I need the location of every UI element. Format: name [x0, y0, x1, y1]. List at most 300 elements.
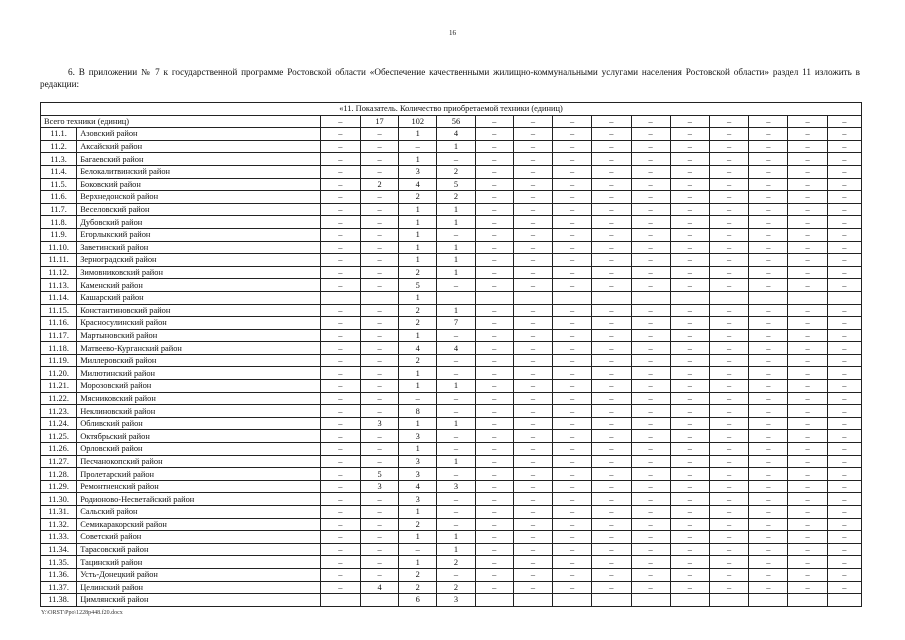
value-cell: 1: [437, 140, 475, 153]
row-number: 11.16.: [41, 317, 77, 330]
value-cell: –: [475, 380, 513, 393]
value-cell: –: [749, 354, 788, 367]
table-row: [41, 455, 862, 468]
value-cell: –: [513, 430, 552, 443]
value-cell: –: [475, 342, 513, 355]
value-cell: –: [320, 329, 360, 342]
value-cell: –: [631, 405, 670, 418]
value-cell: –: [788, 165, 827, 178]
value-cell: –: [670, 279, 709, 292]
value-cell: –: [709, 556, 748, 569]
table-row: [41, 531, 862, 544]
value-cell: –: [749, 506, 788, 519]
value-cell: –: [827, 178, 861, 191]
value-cell: –: [827, 329, 861, 342]
value-cell: –: [360, 367, 398, 380]
value-cell: 2: [437, 165, 475, 178]
value-cell: –: [360, 493, 398, 506]
value-cell: –: [631, 266, 670, 279]
value-cell: –: [513, 191, 552, 204]
value-cell: –: [553, 455, 592, 468]
value-cell: –: [592, 392, 631, 405]
total-value-cell: –: [513, 115, 552, 128]
value-cell: –: [631, 279, 670, 292]
value-cell: –: [360, 543, 398, 556]
value-cell: –: [360, 455, 398, 468]
value-cell: –: [360, 216, 398, 229]
row-number: 11.4.: [41, 165, 77, 178]
table-row: [41, 291, 862, 304]
value-cell: –: [320, 354, 360, 367]
value-cell: 1: [437, 203, 475, 216]
value-cell: –: [553, 140, 592, 153]
value-cell: [670, 291, 709, 304]
table-row: [41, 556, 862, 569]
value-cell: –: [749, 191, 788, 204]
value-cell: –: [320, 228, 360, 241]
district-name: Обливский район: [77, 417, 320, 430]
value-cell: –: [709, 380, 748, 393]
value-cell: –: [709, 266, 748, 279]
value-cell: –: [631, 568, 670, 581]
value-cell: –: [827, 392, 861, 405]
value-cell: 4: [399, 178, 437, 191]
value-cell: 2: [437, 581, 475, 594]
value-cell: –: [827, 480, 861, 493]
value-cell: –: [788, 417, 827, 430]
value-cell: –: [513, 153, 552, 166]
value-cell: –: [553, 430, 592, 443]
value-cell: –: [827, 254, 861, 267]
table-row: [41, 581, 862, 594]
district-name: Зерноградский район: [77, 254, 320, 267]
value-cell: –: [670, 241, 709, 254]
value-cell: 3: [360, 417, 398, 430]
value-cell: –: [360, 518, 398, 531]
value-cell: –: [749, 392, 788, 405]
table-row: [41, 279, 862, 292]
value-cell: 1: [437, 531, 475, 544]
file-path-footer: Y:\ORST\Ppo\1228p448.f20.docx: [41, 610, 123, 616]
table-row: [41, 228, 862, 241]
value-cell: –: [592, 367, 631, 380]
value-cell: –: [631, 518, 670, 531]
value-cell: –: [631, 304, 670, 317]
row-number: 11.32.: [41, 518, 77, 531]
district-name: Тарасовский район: [77, 543, 320, 556]
row-number: 11.3.: [41, 153, 77, 166]
value-cell: [360, 291, 398, 304]
table-row: [41, 165, 862, 178]
value-cell: –: [360, 241, 398, 254]
value-cell: –: [592, 354, 631, 367]
page-number: 16: [449, 29, 456, 37]
value-cell: –: [592, 191, 631, 204]
value-cell: 1: [437, 417, 475, 430]
value-cell: –: [320, 380, 360, 393]
value-cell: –: [475, 128, 513, 141]
value-cell: –: [827, 191, 861, 204]
row-number: 11.18.: [41, 342, 77, 355]
row-number: 11.37.: [41, 581, 77, 594]
value-cell: –: [360, 228, 398, 241]
table-row: [41, 317, 862, 330]
value-cell: 1: [437, 241, 475, 254]
value-cell: –: [749, 165, 788, 178]
value-cell: –: [788, 354, 827, 367]
value-cell: –: [513, 304, 552, 317]
value-cell: –: [788, 480, 827, 493]
value-cell: –: [749, 405, 788, 418]
value-cell: –: [437, 443, 475, 456]
value-cell: –: [670, 165, 709, 178]
value-cell: –: [360, 266, 398, 279]
value-cell: –: [320, 430, 360, 443]
value-cell: –: [827, 506, 861, 519]
district-name: Аксайский район: [77, 140, 320, 153]
value-cell: –: [360, 568, 398, 581]
value-cell: –: [360, 506, 398, 519]
value-cell: [631, 594, 670, 607]
value-cell: –: [709, 153, 748, 166]
district-name: Целинский район: [77, 581, 320, 594]
value-cell: 4: [399, 342, 437, 355]
value-cell: 1: [437, 455, 475, 468]
value-cell: 1: [399, 291, 437, 304]
value-cell: –: [788, 342, 827, 355]
value-cell: –: [827, 493, 861, 506]
value-cell: –: [631, 581, 670, 594]
value-cell: –: [827, 581, 861, 594]
value-cell: –: [513, 203, 552, 216]
value-cell: –: [592, 203, 631, 216]
value-cell: –: [592, 581, 631, 594]
value-cell: –: [631, 380, 670, 393]
value-cell: [788, 291, 827, 304]
value-cell: –: [475, 556, 513, 569]
value-cell: 1: [437, 543, 475, 556]
value-cell: –: [320, 455, 360, 468]
value-cell: –: [437, 392, 475, 405]
value-cell: –: [437, 493, 475, 506]
table-row: [41, 266, 862, 279]
value-cell: –: [631, 178, 670, 191]
value-cell: –: [827, 417, 861, 430]
value-cell: 1: [399, 254, 437, 267]
row-number: 11.13.: [41, 279, 77, 292]
district-name: Усть-Донецкий район: [77, 568, 320, 581]
value-cell: –: [437, 468, 475, 481]
value-cell: –: [592, 443, 631, 456]
value-cell: –: [749, 279, 788, 292]
value-cell: –: [320, 216, 360, 229]
district-name: Цимлянский район: [77, 594, 320, 607]
value-cell: –: [513, 531, 552, 544]
value-cell: –: [553, 392, 592, 405]
intro-paragraph: 6. В приложении № 7 к государственной программе Ростовской области «Обеспечение качественными жилищно-коммунальными услугами населения Ростовской области» раздел 11 изложить в редакции:: [40, 67, 860, 89]
value-cell: –: [631, 228, 670, 241]
value-cell: –: [749, 430, 788, 443]
value-cell: –: [631, 543, 670, 556]
value-cell: –: [670, 317, 709, 330]
value-cell: 3: [399, 455, 437, 468]
value-cell: –: [670, 354, 709, 367]
value-cell: –: [513, 254, 552, 267]
table-row: [41, 241, 862, 254]
value-cell: –: [631, 140, 670, 153]
row-number: 11.29.: [41, 480, 77, 493]
value-cell: –: [320, 178, 360, 191]
value-cell: –: [709, 405, 748, 418]
value-cell: –: [709, 367, 748, 380]
value-cell: –: [437, 279, 475, 292]
value-cell: –: [553, 203, 592, 216]
value-cell: –: [320, 165, 360, 178]
value-cell: –: [513, 178, 552, 191]
value-cell: –: [749, 304, 788, 317]
value-cell: –: [631, 342, 670, 355]
value-cell: –: [631, 367, 670, 380]
value-cell: –: [592, 506, 631, 519]
value-cell: –: [360, 405, 398, 418]
value-cell: –: [553, 531, 592, 544]
value-cell: –: [592, 568, 631, 581]
value-cell: –: [360, 128, 398, 141]
value-cell: –: [513, 506, 552, 519]
table-row: [41, 405, 862, 418]
value-cell: –: [553, 581, 592, 594]
value-cell: –: [592, 140, 631, 153]
value-cell: –: [709, 128, 748, 141]
value-cell: –: [749, 493, 788, 506]
value-cell: –: [827, 216, 861, 229]
district-name: Заветинский район: [77, 241, 320, 254]
table-row: [41, 518, 862, 531]
value-cell: –: [475, 367, 513, 380]
row-number: 11.15.: [41, 304, 77, 317]
table-row: [41, 417, 862, 430]
value-cell: –: [788, 367, 827, 380]
table-row: [41, 430, 862, 443]
value-cell: –: [475, 178, 513, 191]
value-cell: –: [553, 178, 592, 191]
value-cell: –: [592, 153, 631, 166]
value-cell: –: [827, 518, 861, 531]
value-cell: –: [631, 493, 670, 506]
value-cell: –: [437, 354, 475, 367]
value-cell: –: [592, 417, 631, 430]
value-cell: [788, 594, 827, 607]
value-cell: –: [475, 568, 513, 581]
value-cell: –: [631, 191, 670, 204]
value-cell: –: [475, 417, 513, 430]
row-number: 11.10.: [41, 241, 77, 254]
value-cell: –: [553, 266, 592, 279]
value-cell: –: [670, 203, 709, 216]
value-cell: –: [788, 241, 827, 254]
value-cell: –: [670, 405, 709, 418]
value-cell: –: [749, 317, 788, 330]
value-cell: –: [553, 380, 592, 393]
row-number: 11.1.: [41, 128, 77, 141]
value-cell: –: [592, 342, 631, 355]
value-cell: –: [475, 153, 513, 166]
value-cell: –: [475, 304, 513, 317]
value-cell: –: [827, 543, 861, 556]
district-name: Тацинский район: [77, 556, 320, 569]
value-cell: 4: [360, 581, 398, 594]
value-cell: –: [670, 543, 709, 556]
value-cell: –: [670, 228, 709, 241]
value-cell: –: [788, 392, 827, 405]
value-cell: 2: [399, 581, 437, 594]
value-cell: –: [749, 581, 788, 594]
value-cell: –: [320, 493, 360, 506]
value-cell: –: [360, 354, 398, 367]
row-number: 11.27.: [41, 455, 77, 468]
value-cell: –: [553, 493, 592, 506]
value-cell: –: [631, 317, 670, 330]
value-cell: –: [827, 354, 861, 367]
value-cell: –: [513, 241, 552, 254]
value-cell: –: [475, 254, 513, 267]
value-cell: –: [788, 153, 827, 166]
district-name: Зимовниковский район: [77, 266, 320, 279]
value-cell: –: [360, 165, 398, 178]
district-name: Егорлыкский район: [77, 228, 320, 241]
value-cell: –: [592, 254, 631, 267]
value-cell: 3: [399, 493, 437, 506]
value-cell: –: [592, 216, 631, 229]
value-cell: –: [788, 228, 827, 241]
value-cell: –: [553, 367, 592, 380]
value-cell: –: [513, 443, 552, 456]
value-cell: –: [513, 480, 552, 493]
value-cell: –: [475, 279, 513, 292]
row-number: 11.38.: [41, 594, 77, 607]
value-cell: –: [709, 317, 748, 330]
value-cell: –: [709, 443, 748, 456]
value-cell: –: [670, 455, 709, 468]
value-cell: –: [437, 367, 475, 380]
value-cell: –: [592, 543, 631, 556]
value-cell: 3: [437, 594, 475, 607]
value-cell: –: [749, 216, 788, 229]
value-cell: –: [592, 279, 631, 292]
row-number: 11.2.: [41, 140, 77, 153]
value-cell: –: [670, 191, 709, 204]
value-cell: –: [827, 165, 861, 178]
value-cell: –: [592, 493, 631, 506]
value-cell: [513, 291, 552, 304]
district-name: Матвеево-Курганский район: [77, 342, 320, 355]
value-cell: –: [631, 254, 670, 267]
value-cell: –: [788, 493, 827, 506]
value-cell: –: [360, 254, 398, 267]
value-cell: –: [553, 241, 592, 254]
total-value-cell: –: [592, 115, 631, 128]
table-row: [41, 380, 862, 393]
value-cell: –: [749, 455, 788, 468]
value-cell: –: [320, 405, 360, 418]
value-cell: –: [320, 342, 360, 355]
value-cell: –: [320, 203, 360, 216]
district-name: Морозовский район: [77, 380, 320, 393]
value-cell: 3: [437, 480, 475, 493]
value-cell: 5: [360, 468, 398, 481]
district-name: Пролетарский район: [77, 468, 320, 481]
value-cell: –: [513, 228, 552, 241]
value-cell: –: [475, 165, 513, 178]
value-cell: –: [631, 153, 670, 166]
value-cell: –: [749, 128, 788, 141]
value-cell: –: [592, 468, 631, 481]
value-cell: –: [749, 367, 788, 380]
district-name: Октябрьский район: [77, 430, 320, 443]
value-cell: –: [513, 128, 552, 141]
table-row: [41, 367, 862, 380]
value-cell: –: [592, 128, 631, 141]
value-cell: –: [437, 518, 475, 531]
value-cell: [553, 594, 592, 607]
value-cell: –: [513, 581, 552, 594]
value-cell: –: [709, 455, 748, 468]
value-cell: –: [670, 140, 709, 153]
value-cell: –: [553, 317, 592, 330]
district-name: Песчанокопский район: [77, 455, 320, 468]
value-cell: –: [631, 128, 670, 141]
district-name: Мясниковский район: [77, 392, 320, 405]
value-cell: –: [709, 581, 748, 594]
district-name: Мартыновский район: [77, 329, 320, 342]
value-cell: –: [631, 241, 670, 254]
value-cell: –: [513, 455, 552, 468]
value-cell: –: [592, 556, 631, 569]
table-row: [41, 203, 862, 216]
value-cell: –: [827, 228, 861, 241]
value-cell: –: [475, 228, 513, 241]
district-name: Милютинский район: [77, 367, 320, 380]
value-cell: –: [827, 140, 861, 153]
value-cell: –: [437, 228, 475, 241]
row-number: 11.6.: [41, 191, 77, 204]
row-number: 11.33.: [41, 531, 77, 544]
value-cell: –: [827, 455, 861, 468]
row-number: 11.19.: [41, 354, 77, 367]
value-cell: 1: [399, 153, 437, 166]
value-cell: 4: [437, 128, 475, 141]
district-name: Константиновский район: [77, 304, 320, 317]
value-cell: –: [709, 216, 748, 229]
row-number: 11.11.: [41, 254, 77, 267]
value-cell: –: [709, 543, 748, 556]
value-cell: –: [788, 304, 827, 317]
value-cell: –: [513, 543, 552, 556]
value-cell: –: [475, 140, 513, 153]
row-number: 11.21.: [41, 380, 77, 393]
value-cell: –: [553, 480, 592, 493]
value-cell: –: [553, 468, 592, 481]
value-cell: –: [788, 455, 827, 468]
value-cell: –: [320, 367, 360, 380]
value-cell: –: [631, 506, 670, 519]
value-cell: –: [749, 556, 788, 569]
value-cell: 2: [399, 354, 437, 367]
value-cell: –: [670, 568, 709, 581]
district-name: Советский район: [77, 531, 320, 544]
value-cell: –: [827, 556, 861, 569]
value-cell: –: [320, 417, 360, 430]
